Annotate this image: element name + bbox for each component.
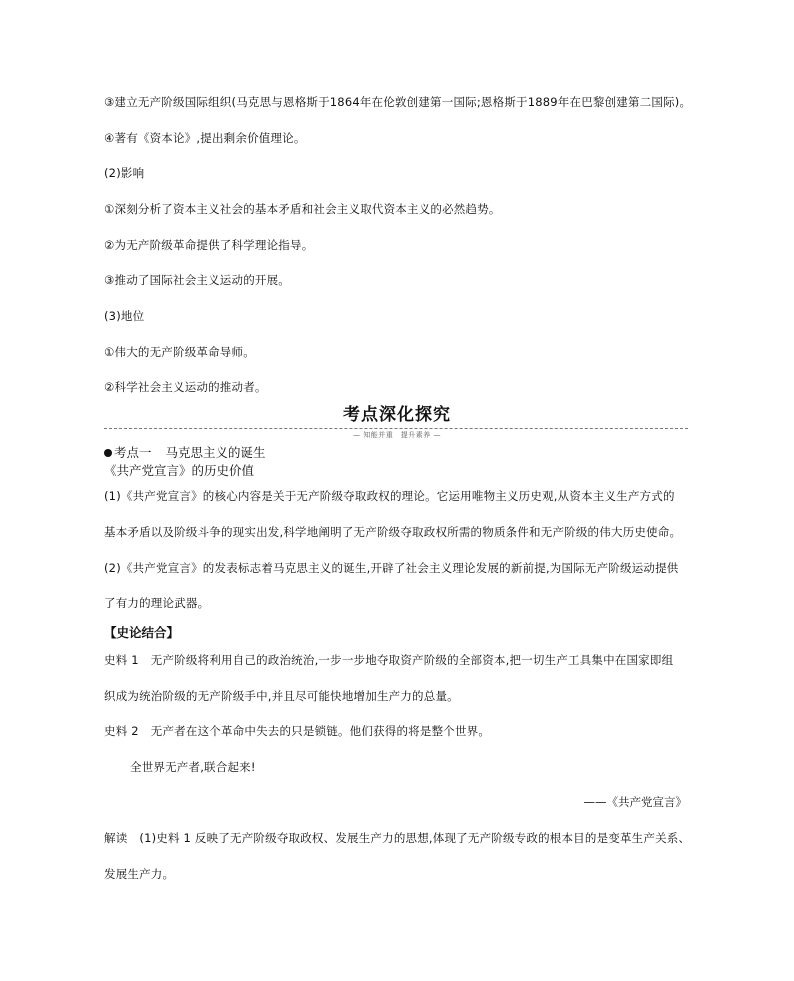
source-1-line-1 <box>104 652 673 668</box>
interpretation-line-2: 发展生产力。 <box>104 867 175 881</box>
quote-source: ——《共产党宣言》 <box>583 795 687 809</box>
influence-item-1: ①深刻分析了资本主义社会的基本矛盾和社会主义取代资本主义的必然趋势。 <box>104 202 501 216</box>
source-1-line-2: 织成为统治阶级的无产阶级手中,并且尽可能快地增加生产力的总量。 <box>104 689 459 703</box>
interpretation-label: 解读 <box>104 831 128 845</box>
section-subtitle: — 知能并重 提升素养 — <box>353 431 441 439</box>
source-1-label: 史料 1 <box>104 653 139 667</box>
paragraph-2-line-2: 了有力的理论武器。 <box>104 596 210 610</box>
paragraph-2-line-1: (2)《共产党宣言》的发表标志着马克思主义的诞生,开辟了社会主义理论发展的新前提,为国际无产阶级运动提供 <box>104 561 679 575</box>
status-item-2: ②科学社会主义运动的推动者。 <box>104 380 267 394</box>
kaodian-heading <box>104 444 266 461</box>
interpretation-line-1 <box>104 830 690 846</box>
paragraph-1-line-2: 基本矛盾以及阶级斗争的现实出发,科学地阐明了无产阶级夺取政权所需的物质条件和无产阶级的伟大历史使命。 <box>104 525 682 539</box>
status-item-1: ①伟大的无产阶级革命导师。 <box>104 345 255 359</box>
kaodian-label: 考点一 <box>114 445 152 460</box>
source-2-line-1 <box>104 723 490 739</box>
paragraph-1-line-1: (1)《共产党宣言》的核心内容是关于无产阶级夺取政权的理论。它运用唯物主义历史观,从资本主义生产方式的 <box>104 489 675 503</box>
item-4-das-kapital: ④著有《资本论》,提出剩余价值理论。 <box>104 131 306 145</box>
status-heading: (3)地位 <box>104 309 145 323</box>
source-2-line-2: 全世界无产者,联合起来! <box>130 760 256 774</box>
kaodian-subtitle: 《共产党宣言》的历史价值 <box>104 463 255 478</box>
interpretation-text: (1)史料 1 反映了无产阶级夺取政权、发展生产力的思想,体现了无产阶级专政的根本目的是变革生产关系、 <box>139 831 691 845</box>
influence-heading: (2)影响 <box>104 166 145 180</box>
source-1-text: 无产阶级将利用自己的政治统治,一步一步地夺取资产阶级的全部资本,把一切生产工具集中在国家即组 <box>150 653 674 667</box>
kaodian-title: 马克思主义的诞生 <box>165 445 266 460</box>
history-combo-heading: 【史论结合】 <box>104 625 180 640</box>
bullet-icon <box>104 449 112 457</box>
item-3-international-org: ③建立无产阶级国际组织(马克思与恩格斯于1864年在伦敦创建第一国际;恩格斯于1889年在巴黎创建第二国际)。 <box>104 95 692 109</box>
source-2-label: 史料 2 <box>104 724 139 738</box>
section-divider <box>104 428 688 429</box>
source-2-text: 无产者在这个革命中失去的只是锁链。他们获得的将是整个世界。 <box>150 724 491 738</box>
influence-item-2: ②为无产阶级革命提供了科学理论指导。 <box>104 238 314 252</box>
influence-item-3: ③推动了国际社会主义运动的开展。 <box>104 273 291 287</box>
section-title: 考点深化探究 <box>343 405 451 425</box>
